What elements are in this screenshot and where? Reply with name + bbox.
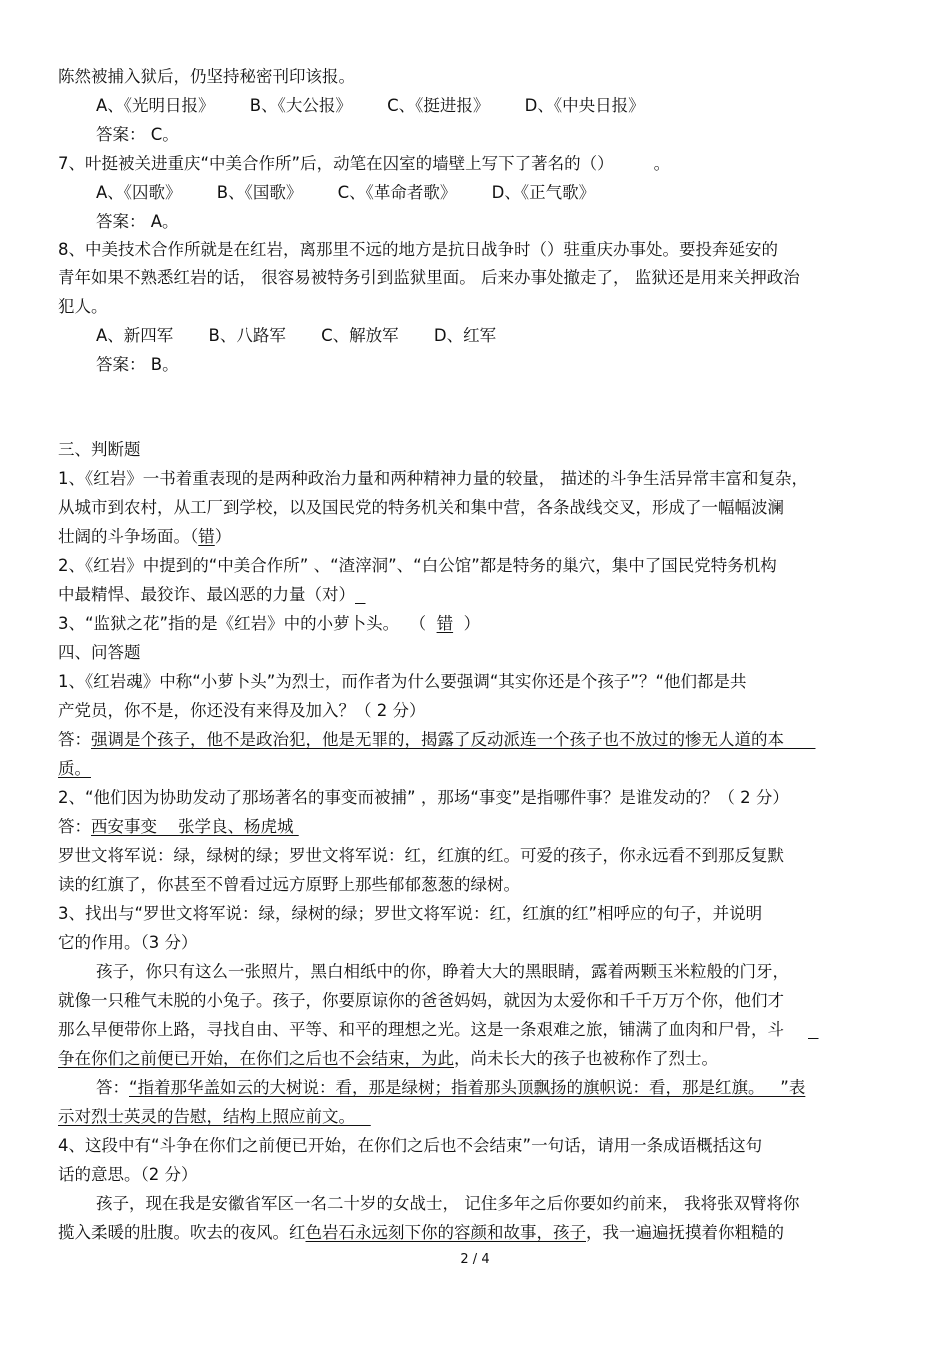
q8-option-a: A、新四军 xyxy=(96,326,174,345)
question2: 2、“他们因为协助发动了那场著名的事变而被捕” ，那场“事变”是指哪件事？是谁发动的？（ 2 分） xyxy=(58,788,789,807)
judge1-line1: 1、《红岩》一书着重表现的是两种政治力量和两种精神力量的较量， 描述的斗争生活异常丰富和复杂， xyxy=(58,469,808,488)
answer1-line2: 质。 xyxy=(58,759,91,778)
passage2-line2: 就像一只稚气未脱的小兔子。孩子，你要原谅你的爸爸妈妈，就因为太爱你和千千万万个你，他们才 xyxy=(58,991,784,1010)
q7-option-a: A、《囚歌》 xyxy=(96,183,182,202)
q7-option-d: D、《正气歌》 xyxy=(491,183,596,202)
q7-options xyxy=(96,181,595,205)
passage2-line3: 那么早便带你上路，寻找自由、平等、和平的理想之光。这是一条艰难之旅，铺满了血肉和尸骨，斗 xyxy=(58,1020,784,1039)
passage3-line2: 揽入柔暖的肚腹。吹去的夜风。红色岩石永远刻下你的容颜和故事，孩子，我一遍遍抚摸着你粗糙的 xyxy=(58,1223,784,1242)
q8-option-d: D、红军 xyxy=(433,326,497,345)
q7-answer: 答案： A。 xyxy=(96,212,179,231)
question3-line2: 它的作用。（3 分） xyxy=(58,933,198,952)
answer1-line1: 答：强调是个孩子，他不是政治犯，他是无罪的，揭露了反动派连一个孩子也不放过的惨无人道的本 xyxy=(58,730,816,749)
question1-line2: 产党员，你不是，你还没有来得及加入？（ 2 分） xyxy=(58,701,426,720)
question4-line1: 4、这段中有“斗争在你们之前便已开始，在你们之后也不会结束”一句话，请用一条成语概括这句 xyxy=(58,1136,763,1155)
question1-line1: 1、《红岩魂》中称“小萝卜头”为烈士，而作者为什么要强调“其实你还是个孩子”？“他们都是共 xyxy=(58,672,747,691)
q8-stem-line2: 青年如果不熟悉红岩的话， 很容易被特务引到监狱里面。 后来办事处撤走了， 监狱还是用来关押政治 xyxy=(58,268,800,287)
q8-stem-line1: 8、中美技术合作所就是在红岩，离那里不远的地方是抗日战争时（）驻重庆办事处。要投奔延安的 xyxy=(58,240,778,259)
judge1-answer: 错 xyxy=(198,527,215,546)
q6-option-d: D、《中央日报》 xyxy=(524,96,645,115)
passage3-line1: 孩子，现在我是安徽省军区一名二十岁的女战士， 记住多年之后你要如约前来， 我将张双臂将你 xyxy=(96,1194,800,1213)
section-3-title: 三、判断题 xyxy=(58,440,141,459)
q8-options xyxy=(96,324,496,348)
judge1-line2: 从城市到农村，从工厂到学校，以及国民党的特务机关和集中营，各条战线交叉，形成了一幅幅波澜 xyxy=(58,498,784,517)
q8-stem-line3: 犯人。 xyxy=(58,297,108,316)
passage1-line1: 罗世文将军说：绿，绿树的绿；罗世文将军说：红，红旗的红。可爱的孩子，你永远看不到那反复默 xyxy=(58,846,784,865)
q6-option-a: A、《光明日报》 xyxy=(96,96,215,115)
section-4-title: 四、问答题 xyxy=(58,643,141,662)
question4-line2: 话的意思。（2 分） xyxy=(58,1165,198,1184)
q6-answer: 答案： C。 xyxy=(96,125,179,144)
judge1-line3: 壮阔的斗争场面。（错） xyxy=(58,527,232,546)
q7-stem: 7、叶挺被关进重庆“中美合作所”后，动笔在囚室的墙壁上写下了著名的（） 。 xyxy=(58,154,671,173)
judge3-answer: 错 xyxy=(436,614,454,633)
q7-option-c: C、《革命者歌》 xyxy=(337,183,457,202)
judge2-line1: 2、《红岩》中提到的“中美合作所” 、“渣滓洞”、“白公馆”都是特务的巢穴，集中了国民党特务机构 xyxy=(58,556,777,575)
answer3-line2: 示对烈士英灵的告慰，结构上照应前文。 xyxy=(58,1107,371,1126)
q6-option-b: B、《大公报》 xyxy=(249,96,352,115)
q6-options xyxy=(96,94,645,118)
q7-option-b: B、《国歌》 xyxy=(216,183,303,202)
q8-answer: 答案： B。 xyxy=(96,355,179,374)
judge3: 3、“监狱之花”指的是《红岩》中的小萝卜头。 （ 错 ） xyxy=(58,614,481,633)
q6-option-c: C、《挺进报》 xyxy=(387,96,490,115)
passage2-line1: 孩子，你只有这么一张照片，黑白相纸中的你，睁着大大的黑眼睛，露着两颗玉米粒般的门牙， xyxy=(96,962,789,981)
passage2-line4: 争在你们之前便已开始，在你们之后也不会结束，为此，尚未长大的孩子也被称作了烈士。 xyxy=(58,1049,718,1068)
q6-stem-tail: 陈然被捕入狱后，仍坚持秘密刊印该报。 xyxy=(58,67,355,86)
question3-line1: 3、找出与“罗世文将军说：绿，绿树的绿；罗世文将军说：红，红旗的红”相呼应的句子，并说明 xyxy=(58,904,763,923)
q8-option-b: B、八路军 xyxy=(208,326,286,345)
q8-option-c: C、解放军 xyxy=(321,326,399,345)
answer3-line1: 答：“指着那华盖如云的大树说：看，那是绿树；指着那头顶飘扬的旗帜说：看，那是红旗。 ”表 xyxy=(96,1078,806,1097)
answer2: 答：西安事变 张学良、杨虎城 xyxy=(58,817,299,836)
passage1-line2: 读的红旗了，你甚至不曾看过远方原野上那些郁郁葱葱的绿树。 xyxy=(58,875,520,894)
judge2-line2: 中最精悍、最狡诈、最凶恶的力量（对） xyxy=(58,585,355,604)
page-number: 2 / 4 xyxy=(460,1252,490,1267)
